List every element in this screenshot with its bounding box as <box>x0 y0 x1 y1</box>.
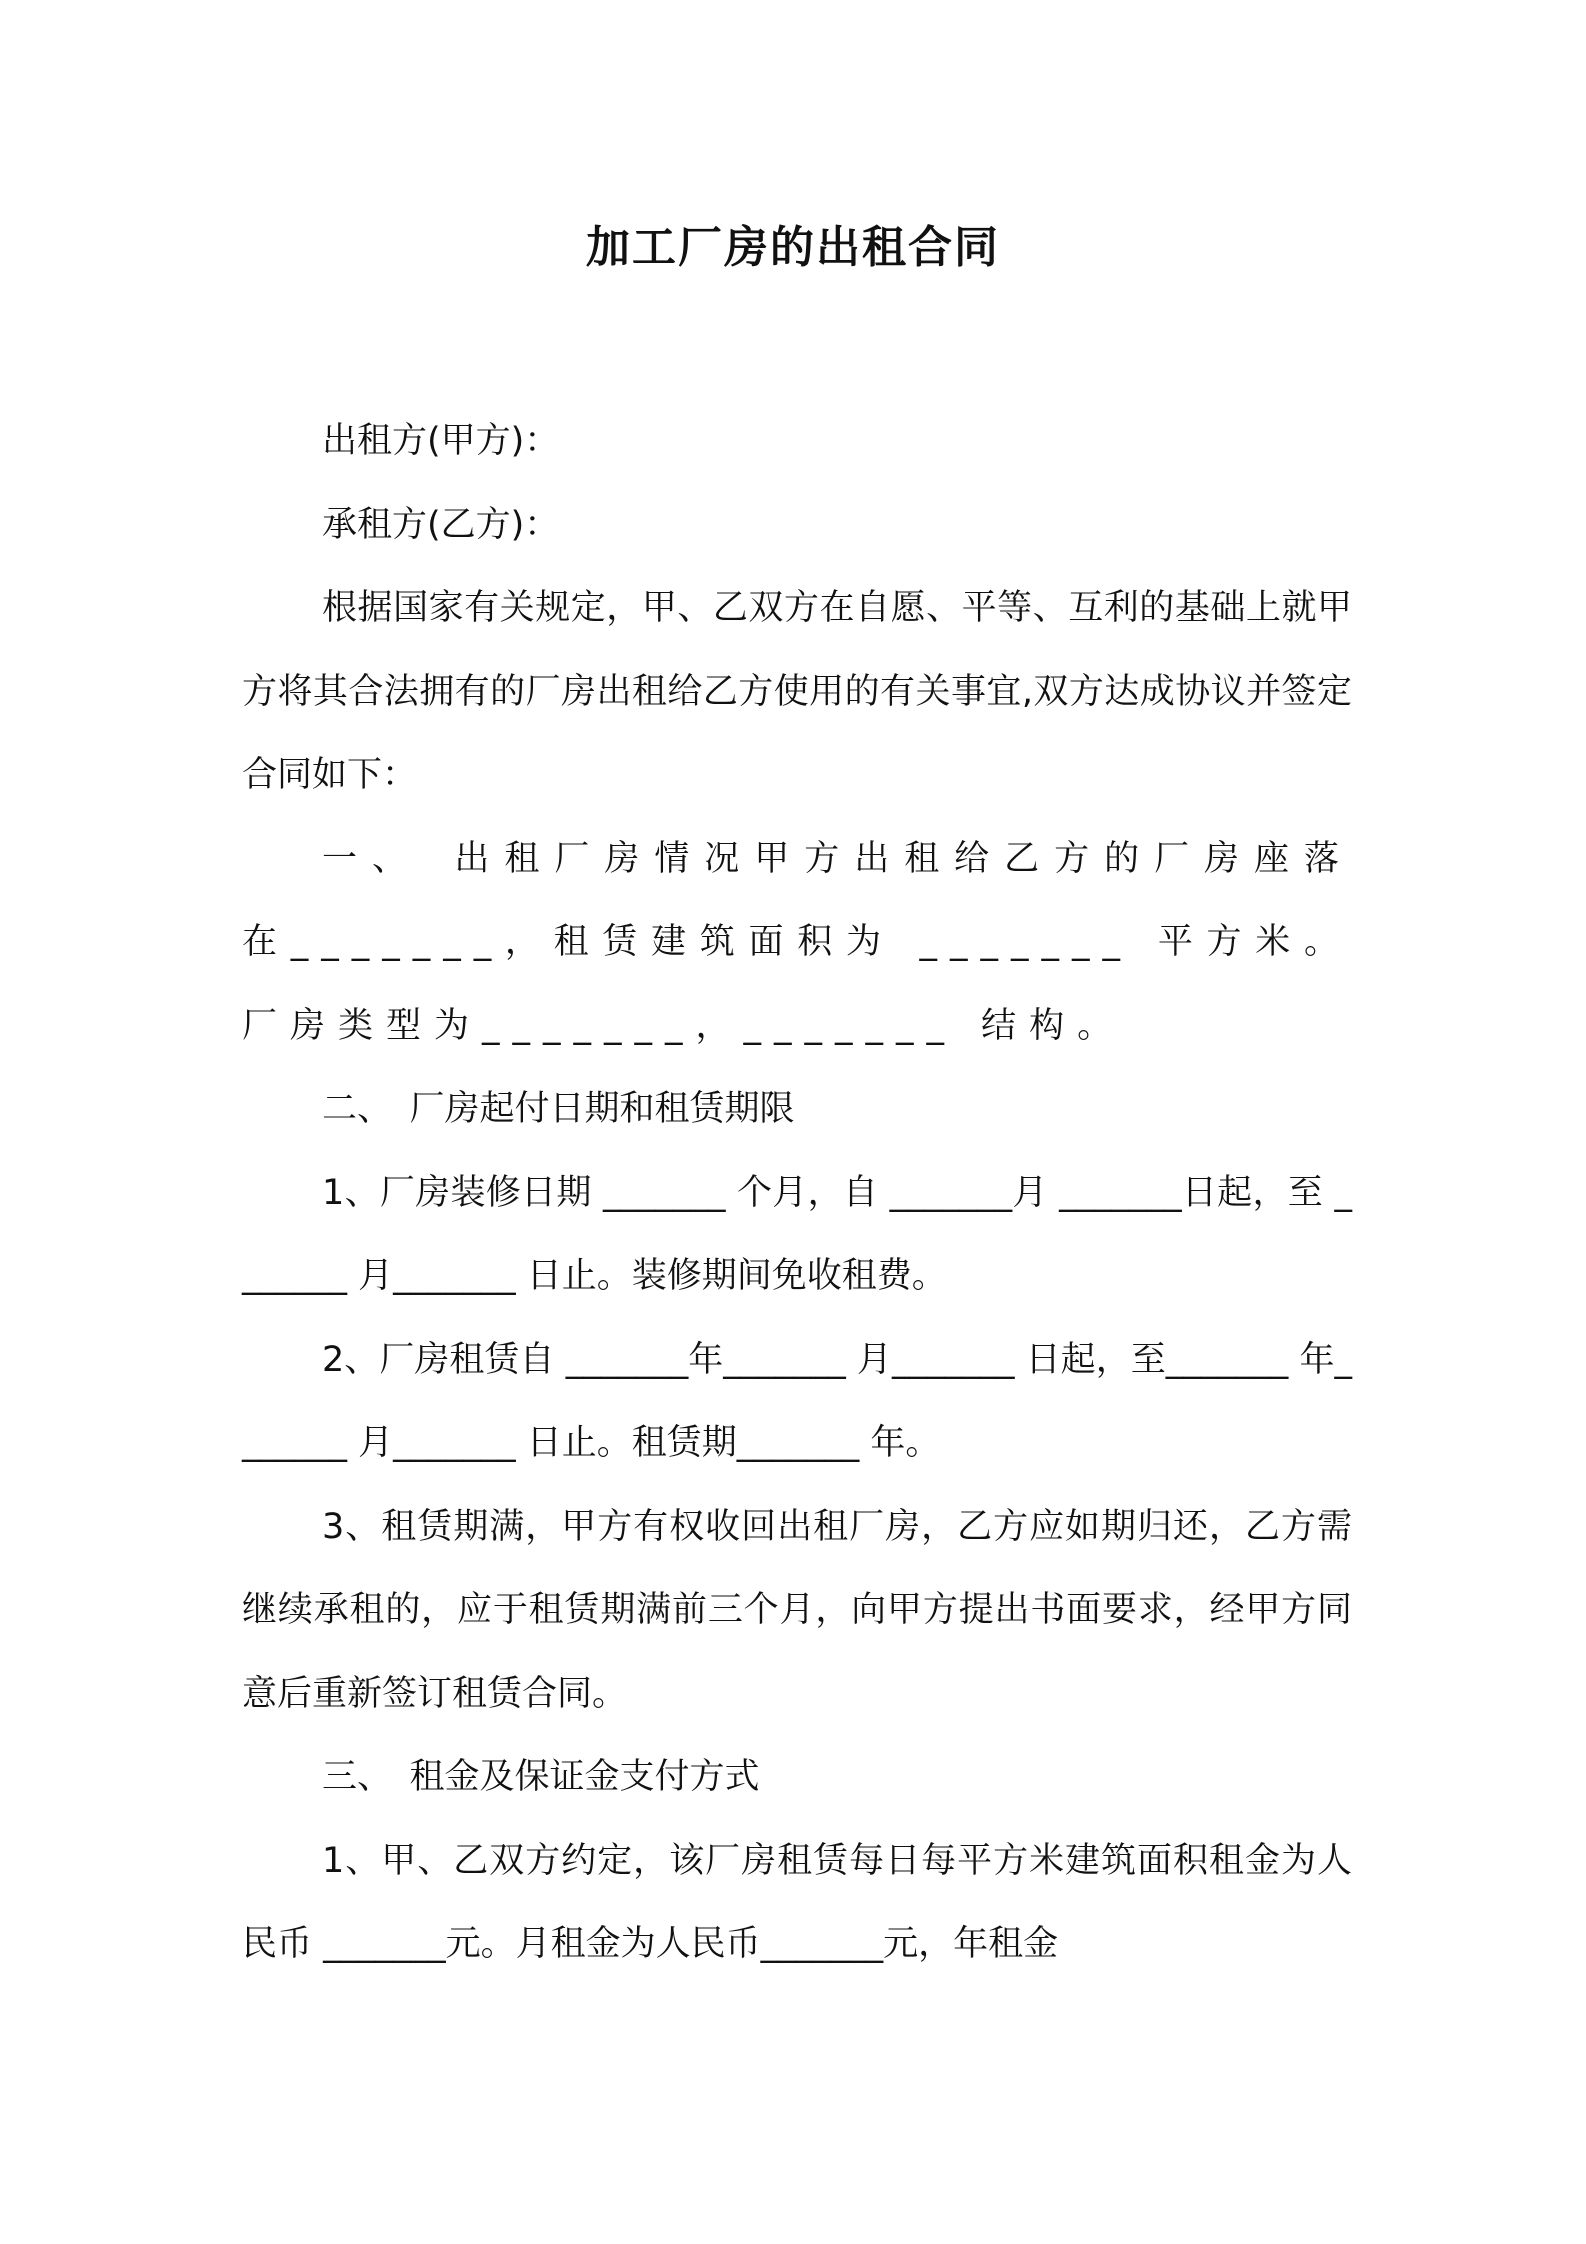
lessee-line: 承租方(乙方)： <box>322 504 560 545</box>
lessor-line: 出租方(甲方)： <box>322 421 560 461</box>
clause-3-heading: 三、 租金及保证金支付方式 <box>322 1757 760 1797</box>
clause-2-1-paragraph: 1、厂房装修日期 _______ 个月，自 _______月 _______日起，至 _______ 月_______ 日止。装修期间免收租费。 <box>242 1172 1352 1296</box>
document-title: 加工厂房的出租合同 <box>586 222 1000 273</box>
document-body <box>242 400 1352 1987</box>
clause-3-1-paragraph: 1、甲、乙双方约定，该厂房租赁每日每平方米建筑面积租金为人民币 _______元。月租金为人民币_______元，年租金 <box>242 1840 1352 1964</box>
clause-1-paragraph: 一、 出租厂房情况甲方出租给乙方的厂房座落在_______，租赁建筑面积为 _______ 平方米。厂房类型为_______，_______ 结构。 <box>242 838 1352 1046</box>
preamble-paragraph: 根据国家有关规定，甲、乙双方在自愿、平等、互利的基础上就甲方将其合法拥有的厂房出租给乙方使用的有关事宜,双方达成协议并签定合同如下： <box>242 588 1352 795</box>
clause-2-2-paragraph: 2、厂房租赁自 _______年_______ 月_______ 日起，至_______ 年_______ 月_______ 日止。租赁期_______ 年。 <box>242 1339 1352 1463</box>
clause-2-3-paragraph: 3、租赁期满，甲方有权收回出租厂房，乙方应如期归还，乙方需继续承租的，应于租赁期满前三个月，向甲方提出书面要求，经甲方同意后重新签订租赁合同。 <box>242 1506 1352 1714</box>
clause-2-heading: 二、 厂房起付日期和租赁期限 <box>322 1089 795 1129</box>
